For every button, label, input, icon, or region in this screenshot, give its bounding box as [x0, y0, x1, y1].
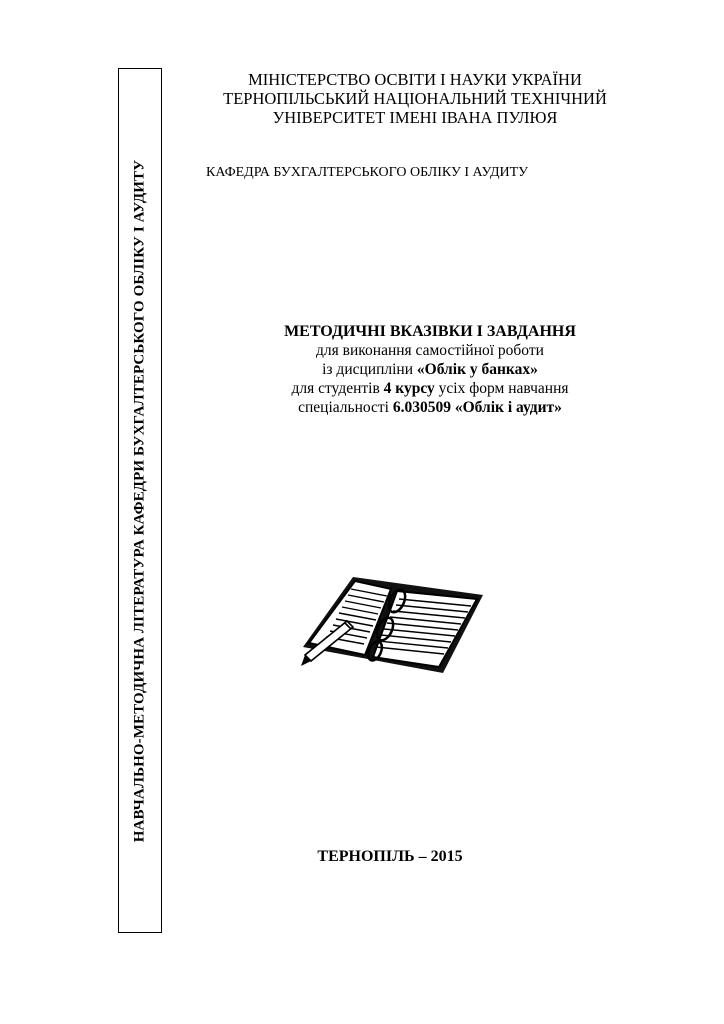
discipline-prefix: із дисципліни	[322, 361, 417, 378]
spine-frame	[118, 68, 162, 933]
students-prefix: для студентів	[291, 380, 384, 397]
specialty-name: 6.030509 «Облік і аудит»	[392, 399, 562, 416]
city-year: ТЕРНОПІЛЬ – 2015	[317, 848, 463, 865]
open-notebook-with-pencil-icon	[293, 565, 488, 677]
specialty-prefix: спеціальності	[298, 399, 393, 416]
university-line-1: ТЕРНОПІЛЬСЬКИЙ НАЦІОНАЛЬНИЙ ТЕХНІЧНИЙ	[223, 89, 607, 108]
course-number: 4 курсу	[383, 380, 435, 397]
discipline-line	[215, 360, 645, 379]
ministry-line: МІНІСТЕРСТВО ОСВІТИ І НАУКИ УКРАЇНИ	[248, 70, 582, 89]
spine-label: НАВЧАЛЬНО-МЕТОДИЧНА ЛІТЕРАТУРА КАФЕДРИ БУХГАЛТЕРСЬКОГО ОБЛІКУ І АУДИТУ	[131, 159, 148, 842]
department-name: КАФЕДРА БУХГАЛТЕРСЬКОГО ОБЛІКУ І АУДИТУ	[206, 165, 529, 180]
students-suffix: усіх форм навчання	[434, 380, 569, 397]
purpose-line: для виконання самостійної роботи	[316, 342, 544, 359]
discipline-name: «Облік у банках»	[416, 361, 538, 378]
ministry-header	[175, 70, 655, 127]
title-block	[215, 322, 645, 417]
university-line-2: УНІВЕРСИТЕТ ІМЕНІ ІВАНА ПУЛЮЯ	[272, 108, 558, 127]
specialty-line	[215, 398, 645, 417]
students-line	[215, 379, 645, 398]
document-title: МЕТОДИЧНІ ВКАЗІВКИ І ЗАВДАННЯ	[284, 323, 576, 340]
